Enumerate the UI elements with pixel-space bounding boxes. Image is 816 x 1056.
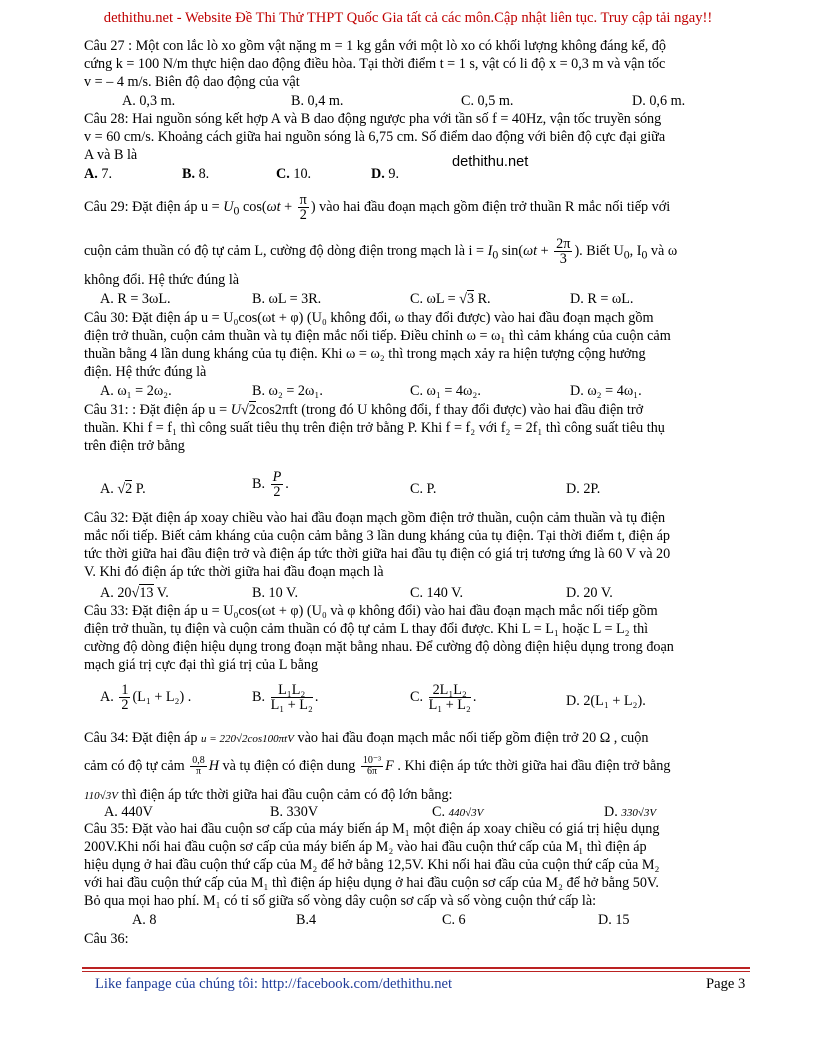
q28-option-a: A. 7. (84, 166, 112, 182)
q32-line2: mắc nối tiếp. Biết cảm kháng của cuộn cảm bằng 3 lần dung kháng của tụ điện. Tại thời điểm t, điện áp (84, 528, 671, 544)
q31-option-b: B. $\frac{P}{2}$ . (252, 469, 289, 500)
q35-option-d: D. 15 (598, 912, 630, 928)
q33-option-d: D. 2(L₁ + L₂). (566, 693, 646, 709)
q35-line5: Bỏ qua mọi hao phí. M₁ có tỉ số giữa số vòng dây cuộn sơ cấp và số vòng cuộn thứ cấp là: (84, 893, 597, 909)
q35-line1: Câu 35: Đặt vào hai đầu cuộn sơ cấp của máy biến áp M₁ một điện áp xoay chiều có giá trị hiệu dụng (84, 821, 660, 837)
q33-option-c: C. $\frac{\text{2L₁L₂}}{\text{L₁ + L₂}}$ . (410, 682, 477, 713)
pi-over-2-fraction: $\frac{\pi}{2}$ (299, 192, 307, 223)
q32-option-d: D. 20 V. (566, 585, 613, 601)
q31-option-c: C. P. (410, 481, 437, 497)
q33-line1: Câu 33: Đặt điện áp u = U₀cos(ωt + φ) (U₀ và φ không đổi) vào hai đầu đoạn mạch mắc nối tiếp gồm (84, 603, 658, 619)
q35-option-c: C. 6 (442, 912, 466, 928)
q30-option-a: A. ω₁ = 2ω₂. (100, 383, 172, 399)
q32-option-b: B. 10 V. (252, 585, 298, 601)
header-banner[interactable]: dethithu.net - Website Đề Thi Thử THPT Quốc Gia tất cả các môn.Cập nhật liên tục. Truy cập tải ngay!! (103, 10, 713, 26)
q34-option-c: C. 440√3V (432, 804, 484, 820)
q27-option-b: B. 0,4 m. (291, 93, 344, 109)
q35-line4: với hai đầu cuộn thứ cấp của M₁ thì điện áp hiệu dụng ở hai đầu cuộn sơ cấp của M₂ để hở bằng 50V. (84, 875, 659, 891)
footer-divider-thin (82, 971, 750, 972)
q33-line3: cường độ dòng điện hiệu dụng trong đoạn mặt bằng nhau. Để cường độ dòng điện hiệu dụng trong đoạn (84, 639, 674, 655)
q27-option-a: A. 0,3 m. (122, 93, 176, 109)
q34-option-b: B. 330V (270, 804, 319, 820)
q32-line4: V. Khi đó điện áp tức thời giữa hai đầu đoạn mạch là (84, 564, 384, 580)
q30-line2: điện trở thuần, cuộn cảm thuần và tụ điện mắc nối tiếp. Điều chỉnh ω = ω₁ thì cảm kháng của cuộn cảm (84, 328, 671, 344)
q34-option-a: A. 440V (104, 804, 153, 820)
q31-option-d: D. 2P. (566, 481, 601, 497)
q30-line4: điện. Hệ thức đúng là (84, 364, 207, 380)
q28-line1: Câu 28: Hai nguồn sóng kết hợp A và B dao động ngược pha với tần số f = 40Hz, vận tốc truyền sóng (84, 111, 662, 127)
q35-line3: hiệu dụng ở hai đầu cuộn thứ cấp của M₂ để hở bằng 12,5V. Khi nối hai đầu của cuộn thứ cấp của M₂ (84, 857, 660, 873)
q27-option-c: C. 0,5 m. (461, 93, 514, 109)
q33-option-b: B. $\frac{\text{L₁L₂}}{\text{L₁ + L₂}}$ . (252, 682, 319, 713)
q31-line2: thuần. Khi f = f₁ thì công suất tiêu thụ trên điện trở bằng P. Khi f = f₂ với f₂ = 2f₁ thì công suất tiêu thụ (84, 420, 665, 436)
q29-option-a: A. R = 3ωL. (100, 291, 171, 307)
page-number: Page 3 (706, 976, 746, 992)
q32-option-c: C. 140 V. (410, 585, 464, 601)
q30-option-d: D. ω₂ = 4ω₁. (570, 383, 642, 399)
q34-line3: 110√3V thì điện áp tức thời giữa hai đầu cuộn cảm có độ lớn bằng: (84, 787, 453, 803)
q29-option-b: B. ωL = 3R. (252, 291, 322, 307)
q28-line2: v = 60 cm/s. Khoảng cách giữa hai nguồn sóng là 6,75 cm. Số điểm dao động với biên độ cực đại giữa (84, 129, 666, 145)
q35-option-a: A. 8 (132, 912, 157, 928)
q32-line3: tức thời giữa hai đầu điện trở và điện áp tức thời giữa hai đầu tụ điện có giá trị tương ứng là 60 V và 20 (84, 546, 671, 562)
q28-option-c: C. 10. (276, 166, 312, 182)
q29-line3: không đổi. Hệ thức đúng là (84, 272, 240, 288)
footer-fanpage-link[interactable]: Like fanpage của chúng tôi: http://facebook.com/dethithu.net (95, 976, 453, 992)
q30-line3: thuần bằng 4 lần dung kháng của tụ điện. Khi ω = ω₂ thì trong mạch xảy ra hiện tượng cộng hưởng (84, 346, 646, 362)
q27-line2: cứng k = 100 N/m thực hiện dao động điều hòa. Tại thời điểm t = 1 s, vật có li độ x = 0,3 m và vận tốc (84, 56, 666, 72)
q33-line4: mạch giá trị cực đại thì giá trị của L bằng (84, 657, 319, 673)
q34-line1: Câu 34: Đặt điện áp u = 220√2cos100πtV vào hai đầu đoạn mạch mắc nối tiếp gồm điện trở 20 Ω , cuộn (84, 730, 649, 746)
q33-option-a: A. $\frac{1}{2}$ (L₁ + L₂) . (100, 682, 192, 713)
q35-line2: 200V.Khi nối hai đầu cuộn sơ cấp của máy biến áp M₂ vào hai đầu cuộn thứ cấp của M₁ thì điện áp (84, 839, 647, 855)
q33-line2: điện trở thuần, tụ điện và cuộn cảm thuần có độ tự cảm L thay đổi được. Khi L = L₁ hoặc L = L₂ thì (84, 621, 649, 637)
q31-option-a: A. √2 P. (100, 481, 146, 497)
q28-line3: A và B là (84, 147, 138, 163)
q29-line2: cuộn cảm thuần có độ tự cảm L, cường độ dòng điện trong mạch là $i = I_0$ sin(ωt + $\frac{2\pi}{3}$ ). Biết $U_0$, $I_0$ và ω (84, 236, 678, 267)
q28-option-d: D. 9. (371, 166, 399, 182)
watermark: dethithu.net (452, 154, 529, 170)
q30-line1: Câu 30: Đặt điện áp u = U₀cos(ωt + φ) (U₀ không đổi, ω thay đổi được) vào hai đầu đoạn mạch gồm (84, 310, 654, 326)
two-pi-over-3-fraction: $\frac{2\pi}{3}$ (556, 236, 571, 267)
q34-option-d: D. 330√3V (604, 804, 657, 820)
q29-option-c: C. ωL = √3 R. (410, 291, 491, 307)
q32-option-a: A. 20√13 V. (100, 585, 169, 601)
q34-line2: cảm có độ tự cảm $\frac{0,8}{\pi}$ H và tụ điện có điện dung $\frac{\text{10⁻³}}{6\pi}$ F . Khi điện áp tức thời giữa hai đầu điện trở bằng (84, 755, 671, 777)
footer-divider (82, 967, 750, 969)
q28-option-b: B. 8. (182, 166, 210, 182)
q36-label: Câu 36: (84, 931, 129, 947)
q31-line3: trên điện trở bằng (84, 438, 185, 454)
q27-option-d: D. 0,6 m. (632, 93, 686, 109)
q35-option-b: B.4 (296, 912, 317, 928)
q30-option-b: B. ω₂ = 2ω₁. (252, 383, 323, 399)
q30-option-c: C. ω₁ = 4ω₂. (410, 383, 481, 399)
q32-line1: Câu 32: Đặt điện áp xoay chiều vào hai đầu đoạn mạch gồm điện trở thuần, cuộn cảm thuần và tụ điện (84, 510, 666, 526)
q27-line3: v = – 4 m/s. Biên độ dao động của vật (84, 74, 300, 90)
q31-line1: Câu 31: : Đặt điện áp u = U√2cos2πft (trong đó U không đổi, f thay đổi được) vào hai đầu điện trở (84, 402, 644, 418)
q29-option-d: D. R = ωL. (570, 291, 634, 307)
q27-line1: Câu 27 : Một con lắc lò xo gồm vật nặng m = 1 kg gắn với một lò xo có khối lượng không đáng kể, độ (84, 38, 666, 54)
q29-line1: Câu 29: Đặt điện áp $u = U_0$ cos(ωt + $\frac{\pi}{2}$ ) vào hai đầu đoạn mạch gồm điện trở thuần R mắc nối tiếp với (84, 192, 671, 223)
